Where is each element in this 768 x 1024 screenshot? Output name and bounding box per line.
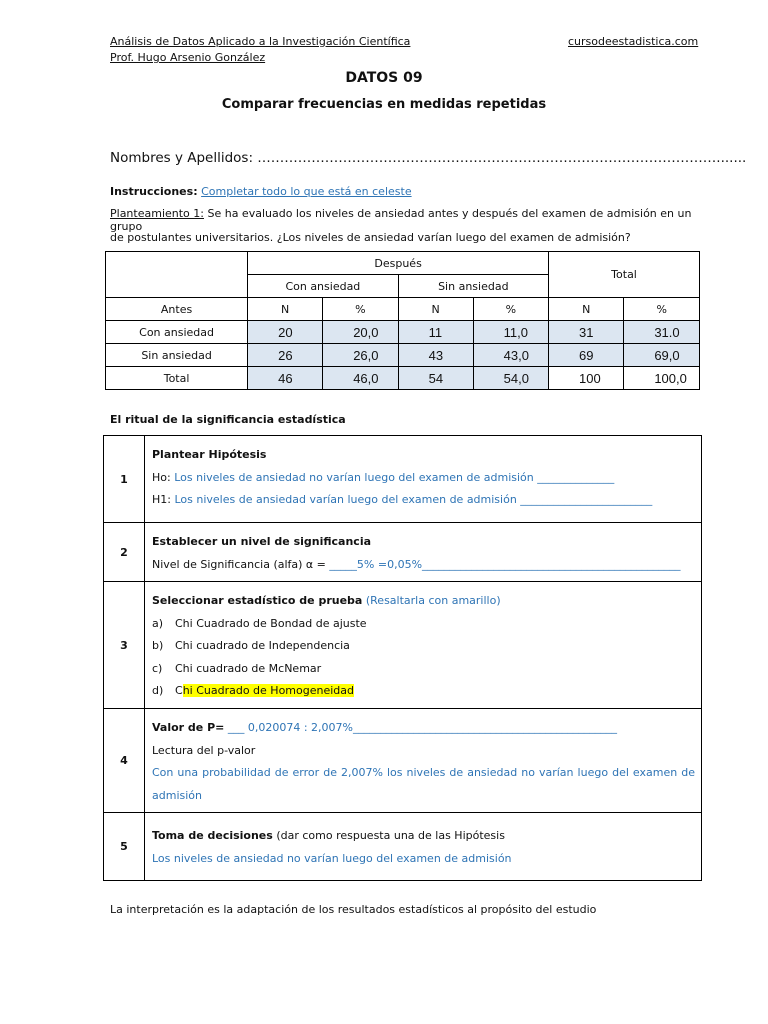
cell-value: 31 [549,321,624,344]
option-text: C [175,684,183,697]
option-letter: d) [152,684,164,697]
step-heading: Toma de decisiones [152,829,273,842]
header-sin-ansiedad: Sin ansiedad [398,275,548,298]
step-heading: Plantear Hipótesis [152,448,267,461]
step-note: (dar como respuesta una de las Hipótesis [272,829,505,842]
instructions [110,185,412,198]
step-content [145,709,702,813]
step-row [104,709,702,813]
header-website: cursodeestadistica.com [568,35,699,48]
planteamiento-text-2: de postulantes universitarios. ¿Los niveles de ansiedad varían luego del examen de admisión? [110,231,631,244]
table-empty-corner [106,252,248,298]
cell-value: 26 [248,344,323,367]
header-n: N [398,298,473,321]
instructions-text: Completar todo lo que está en celeste [201,185,412,198]
frequency-table [105,251,700,390]
step-content [145,523,702,582]
header-antes: Antes [106,298,248,321]
cell-value: 100,0 [624,367,700,390]
cell-value: 20,0 [323,321,398,344]
option-c [152,658,695,681]
cell-value: 43 [398,344,473,367]
header-n: N [248,298,323,321]
step-row [104,813,702,881]
names-field: Nombres y Apellidos: …………………………………………………………………………………………....... [110,150,747,166]
ritual-table [103,435,702,881]
step-row [104,523,702,582]
option-text: Chi Cuadrado de Bondad de ajuste [175,616,367,630]
option-letter: c) [152,661,163,675]
page-subtitle: Comparar frecuencias en medidas repetidas [221,97,547,112]
cell-value: 54,0 [473,367,548,390]
header-n: N [549,298,624,321]
h1-text: Los niveles de ansiedad varían luego del examen de admisión ________________________ [174,493,653,506]
step-row [104,582,702,709]
step-content [145,436,702,523]
cell-value: 46,0 [323,367,398,390]
cell-value: 100 [549,367,624,390]
step-content [145,813,702,881]
alpha-value: _____5% =0,05%_______________________________________________ [329,557,681,571]
cell-value: 54 [398,367,473,390]
table-row [106,344,700,367]
footer-note: La interpretación es la adaptación de los resultados estadísticos al propósito del estudio [110,903,597,916]
instructions-label: Instrucciones: [110,185,198,198]
ho-label: Ho: [152,470,175,484]
ho-text: Los niveles de ansiedad no varían luego del examen de admisión ______________ [174,470,615,484]
step-number: 3 [104,582,145,709]
planteamiento-label: Planteamiento 1: [110,207,204,220]
planteamiento [110,207,710,233]
cell-value: 26,0 [323,344,398,367]
option-text: Chi cuadrado de McNemar [175,661,322,675]
cell-value: 11,0 [473,321,548,344]
step-note: (Resaltarla con amarillo) [362,594,501,607]
option-b [152,635,695,658]
row-label: Sin ansiedad [106,344,248,367]
step-number: 2 [104,523,145,582]
header-pct: % [473,298,548,321]
step-heading: Seleccionar estadístico de prueba [152,594,363,607]
step-number: 1 [104,436,145,523]
header-pct: % [624,298,700,321]
header-despues: Después [248,252,549,275]
option-d [152,680,695,703]
alpha-label: Nivel de Significancia (alfa) α = [152,557,330,571]
table-row [106,367,700,390]
cell-value: 46 [248,367,323,390]
option-a [152,613,695,636]
option-letter: b) [152,639,164,652]
cell-value: 43,0 [473,344,548,367]
table-row [106,321,700,344]
cell-value: 31.0 [624,321,700,344]
lectura-label: Lectura del p-valor [152,743,256,757]
cell-value: 69 [549,344,624,367]
cell-value: 11 [398,321,473,344]
p-value-interpretation: Con una probabilidad de error de 2,007% los niveles de ansiedad no varían luego del examen de admisión [152,766,695,802]
ritual-title: El ritual de la significancia estadística [110,413,346,426]
h1-label: H1: [152,493,175,506]
decision-answer: Los niveles de ansiedad no varían luego del examen de admisión [152,851,512,865]
step-heading: Valor de P= [152,721,225,734]
planteamiento-text-1: Se ha evaluado los niveles de ansiedad antes y después del examen de admisión en un grupo [110,207,692,233]
page-title: DATOS 09 [345,70,423,86]
header-total: Total [549,252,700,298]
option-letter: a) [152,616,164,630]
option-text: Chi cuadrado de Independencia [175,639,350,652]
cell-value: 20 [248,321,323,344]
step-number: 4 [104,709,145,813]
cell-value: 69,0 [624,344,700,367]
step-content [145,582,702,709]
row-label: Con ansiedad [106,321,248,344]
highlighted-option-text: hi Cuadrado de Homogeneidad [182,684,355,697]
header-pct: % [323,298,398,321]
step-row [104,436,702,523]
header-con-ansiedad: Con ansiedad [248,275,398,298]
header-professor: Prof. Hugo Arsenio González [110,51,266,64]
step-number: 5 [104,813,145,881]
step-heading: Establecer un nivel de significancia [152,535,372,548]
p-value: ___ 0,020074 : 2,007%________________________________________________ [224,721,617,734]
row-label: Total [106,367,248,390]
header-course-title: Análisis de Datos Aplicado a la Investigación Científica [110,35,411,48]
